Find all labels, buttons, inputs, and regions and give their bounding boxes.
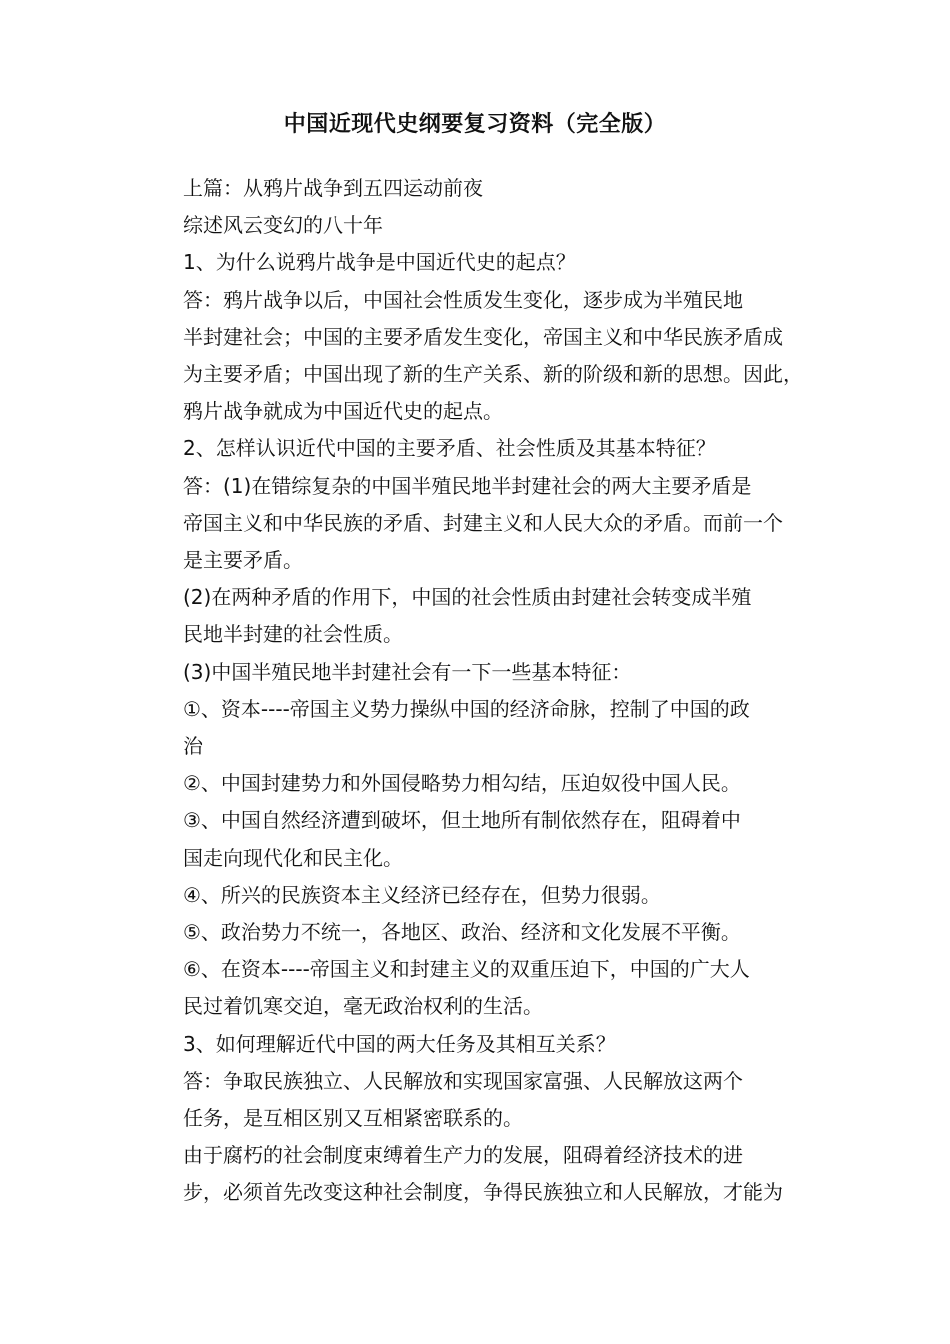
paragraph <box>143 654 813 691</box>
paragraph <box>143 1063 813 1137</box>
paragraph <box>143 1026 813 1063</box>
text-line: 半封建社会；中国的主要矛盾发生变化，帝国主义和中华民族矛盾成 <box>183 324 783 349</box>
text-line: ⑤、政治势力不统一，各地区、政治、经济和文化发展不平衡。 <box>183 920 741 945</box>
text-line: 任务，是互相区别又互相紧密联系的。 <box>183 1106 523 1131</box>
paragraph <box>143 170 813 207</box>
paragraph <box>143 802 813 876</box>
paragraph <box>143 914 813 951</box>
text-line: 上篇：从鸦片战争到五四运动前夜 <box>183 176 483 200</box>
text-line: 答：(1)在错综复杂的中国半殖民地半封建社会的两大主要矛盾是 <box>183 473 752 498</box>
text-line: 国走向现代化和民主化。 <box>183 845 403 870</box>
text-line: 答：鸦片战争以后，中国社会性质发生变化，逐步成为半殖民地 <box>183 287 743 312</box>
text-line: 1、为什么说鸦片战争是中国近代史的起点？ <box>183 250 576 275</box>
text-line: (2)在两种矛盾的作用下，中国的社会性质由封建社会转变成半殖 <box>183 585 752 610</box>
text-line: ②、中国封建势力和外国侵略势力相勾结，压迫奴役中国人民。 <box>183 771 741 796</box>
paragraph <box>143 244 813 281</box>
text-line: ④、所兴的民族资本主义经济已经存在，但势力很弱。 <box>183 882 661 907</box>
text-line: ③、中国自然经济遭到破坏，但土地所有制依然存在，阻碍着中 <box>183 808 741 833</box>
text-line: 2、怎样认识近代中国的主要矛盾、社会性质及其基本特征？ <box>183 436 716 461</box>
document-title: 中国近现代史纲要复习资料（完全版） <box>283 112 667 137</box>
paragraph <box>143 1137 813 1211</box>
text-line: 由于腐朽的社会制度束缚着生产力的发展，阻碍着经济技术的进 <box>183 1143 743 1168</box>
paragraph <box>143 877 813 914</box>
text-line: 民地半封建的社会性质。 <box>183 622 403 647</box>
paragraph <box>143 430 813 467</box>
paragraph <box>143 951 813 1025</box>
text-line: 治 <box>183 734 203 759</box>
text-line: 综述风云变幻的八十年 <box>183 213 383 238</box>
text-line: 答：争取民族独立、人民解放和实现国家富强、人民解放这两个 <box>183 1068 743 1093</box>
paragraph <box>143 765 813 802</box>
paragraph <box>143 207 813 244</box>
paragraph <box>143 468 813 580</box>
text-line: 步，必须首先改变这种社会制度，争得民族独立和人民解放，才能为 <box>183 1180 783 1205</box>
text-line: 3、如何理解近代中国的两大任务及其相互关系？ <box>183 1031 616 1056</box>
text-line: 是主要矛盾。 <box>183 548 303 573</box>
paragraph <box>143 579 813 653</box>
text-line: ①、资本----帝国主义势力操纵中国的经济命脉，控制了中国的政 <box>183 696 750 721</box>
text-line: 鸦片战争就成为中国近代史的起点。 <box>183 399 503 424</box>
paragraph <box>143 282 813 431</box>
text-line: 帝国主义和中华民族的矛盾、封建主义和人民大众的矛盾。而前一个 <box>183 510 783 535</box>
paragraph <box>143 691 813 765</box>
text-line: (3)中国半殖民地半封建社会有一下一些基本特征： <box>183 659 632 684</box>
document-body <box>143 170 813 1212</box>
text-line: 民过着饥寒交迫，毫无政治权利的生活。 <box>183 994 543 1019</box>
text-line: 为主要矛盾；中国出现了新的生产关系、新的阶级和新的思想。因此， <box>183 362 803 387</box>
text-line: ⑥、在资本----帝国主义和封建主义的双重压迫下，中国的广大人 <box>183 957 750 982</box>
